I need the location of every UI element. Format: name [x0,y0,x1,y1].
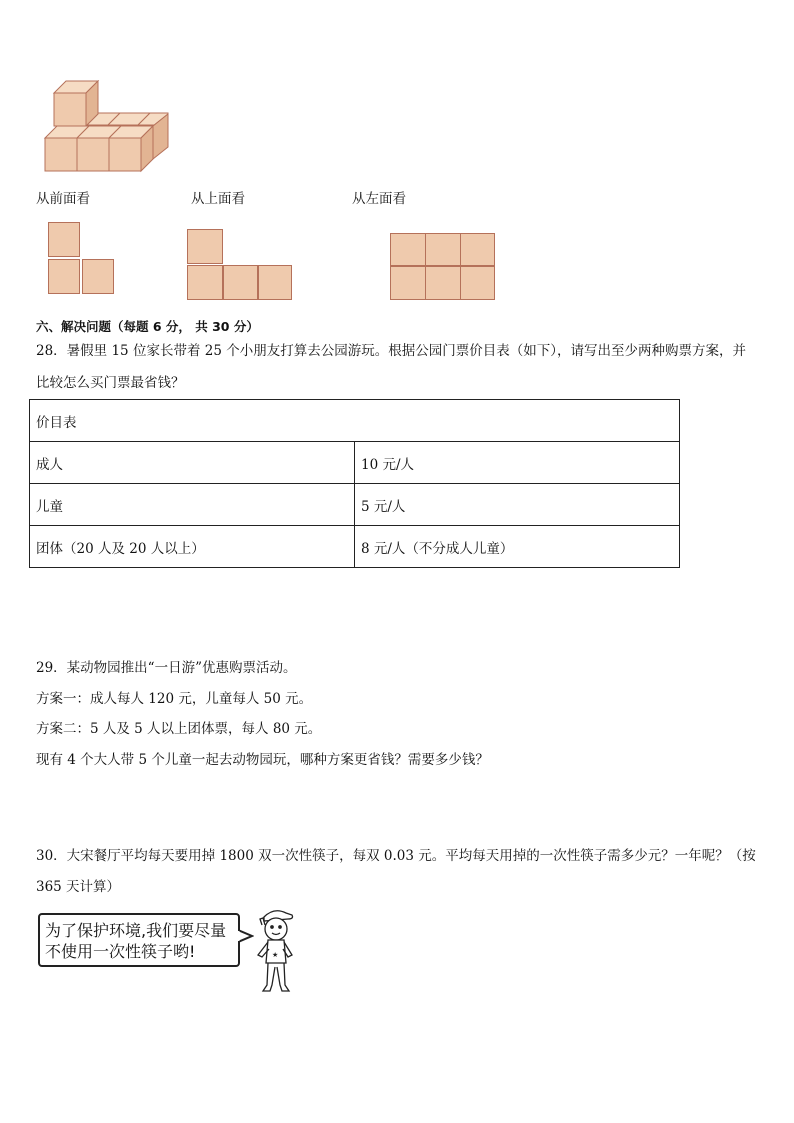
table-header: 价目表 [30,400,680,442]
q30-line1: 30．大宋餐厅平均每天要用掉 1800 双一次性筷子，每双 0.03 元。平均每天用掉的一次性筷子需多少元？一年呢？（按 [36,848,756,864]
q30-line2: 365 天计算） [36,879,121,895]
left-view-label: 从左面看 [352,191,406,207]
front-view-label: 从前面看 [36,191,90,207]
table-row [30,484,680,526]
row-label: 儿童 [30,484,355,526]
left-view-figure [390,233,495,301]
row-price: 8 元/人（不分成人儿童） [355,526,680,568]
row-label: 团体（20 人及 20 人以上） [30,526,355,568]
row-price: 5 元/人 [355,484,680,526]
boy-illustration-icon [250,905,302,997]
row-label: 成人 [30,442,355,484]
q28-line2: 比较怎么买门票最省钱？ [36,375,185,391]
q29-line3: 方案二：5 人及 5 人以上团体票，每人 80 元。 [36,721,322,737]
price-table [29,399,680,568]
speech-bubble [38,913,240,967]
q29-line1: 29．某动物园推出“一日游”优惠购票活动。 [36,660,297,676]
svg-text:★: ★ [272,951,279,959]
bubble-line2: 不使用一次性筷子哟! [45,942,196,961]
q29-line4: 现有 4 个大人带 5 个儿童一起去动物园玩，哪种方案更省钱？需要多少钱？ [36,752,489,768]
bubble-line1: 为了保护环境,我们要尽量 [45,921,227,940]
row-price: 10 元/人 [355,442,680,484]
q29-line2: 方案一：成人每人 120 元，儿童每人 50 元。 [36,691,313,707]
top-view-figure [187,229,293,301]
cube-figure [40,80,175,175]
top-view-label: 从上面看 [191,191,245,207]
table-row [30,442,680,484]
q28-line1: 28．暑假里 15 位家长带着 25 个小朋友打算去公园游玩。根据公园门票价目表（如下），请写出至少两种购票方案，并 [36,343,746,359]
table-header-row [30,400,680,442]
table-row [30,526,680,568]
front-view-figure [48,222,118,300]
section-heading: 六、解决问题（每题 6 分， 共 30 分） [36,319,259,334]
